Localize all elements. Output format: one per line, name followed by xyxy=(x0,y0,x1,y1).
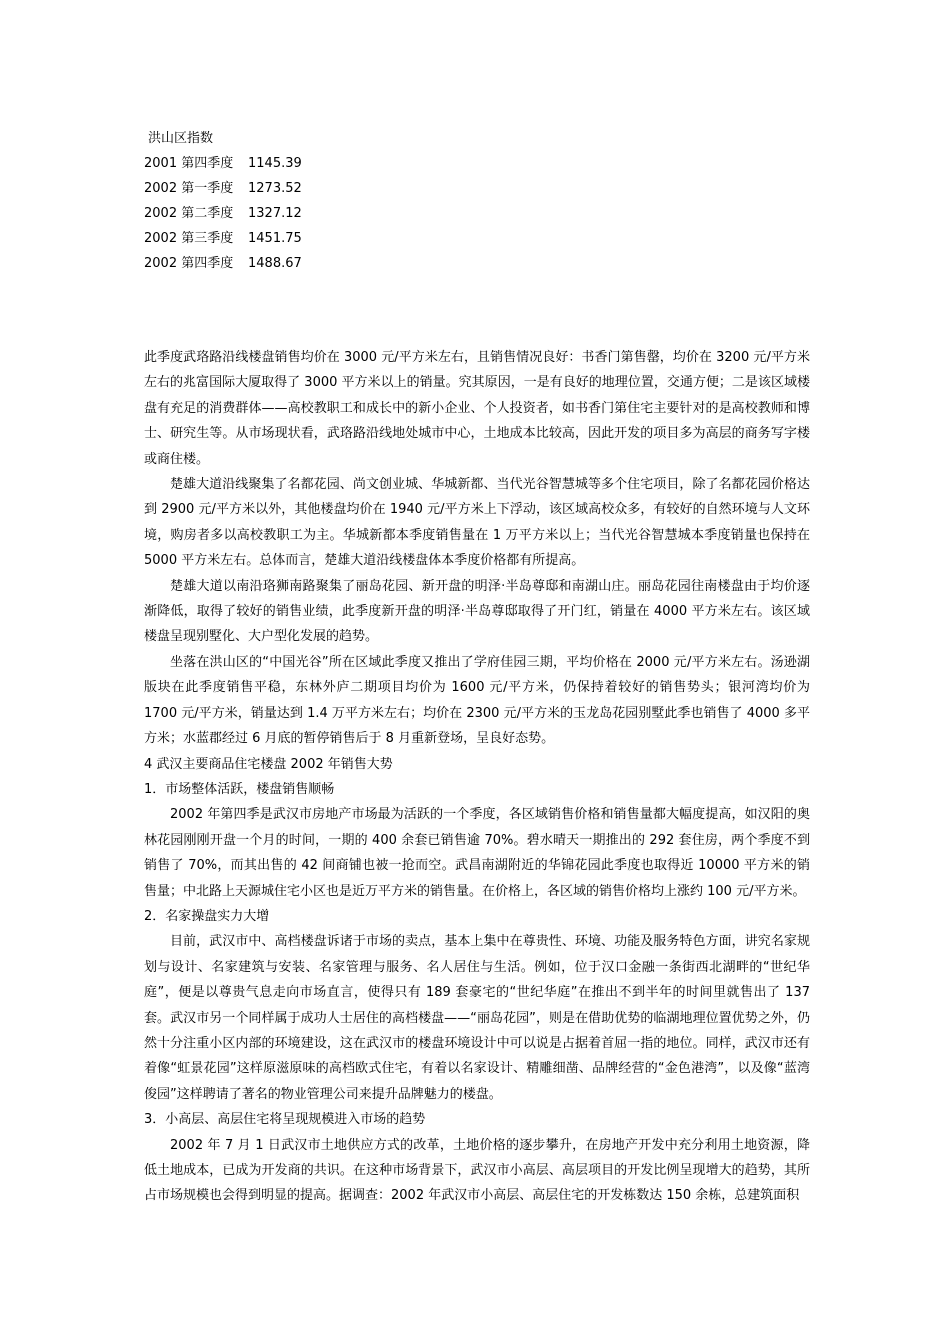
index-period: 2001 第四季度 xyxy=(144,156,234,171)
paragraph-optics-valley: 坐落在洪山区的“中国光谷”所在区域此季度又推出了学府佳园三期，平均价格在 2000 元/平方米左右。汤逊湖版块在此季度销售平稳，东林外庐二期项目均价为 1600 元/平方米，仍保持着较好的销售势头；银河湾均价为 1700 元/平方米，销量达到 1.4 万平方米左右；均价在 2300 元/平方米的玉龙岛花园别墅此季也销售了 4000 多平方米；水蓝郡经过 6 月底的暂停销售后于 8 月重新登场，呈良好态势。 xyxy=(144,654,810,747)
subheading-high-rise: 3．小高层、高层住宅将呈现规模进入市场的趋势 xyxy=(144,1112,426,1128)
body-text xyxy=(144,345,810,1209)
index-row xyxy=(144,251,302,276)
subheading-market-active: 1．市场整体活跃，楼盘销售顺畅 xyxy=(144,781,335,797)
index-value: 1145.39 xyxy=(248,156,302,171)
index-row xyxy=(144,201,302,226)
paragraph-q4-market: 2002 年第四季是武汉市房地产市场最为活跃的一个季度，各区域销售价格和销售量都大幅度提高，如汉阳的奥林花园刚刚开盘一个月的时间，一期的 400 余套已销售逾 70%。碧水晴天一期推出的 292 套住房，两个季度不到销售了 70%，而其出售的 42 间商铺也被一抢而空。武昌南湖附近的华锦花园此季度也取得近 10000 平方米的销售量；中北路上天源城住宅小区也是近万平方米的销售量。在价格上，各区域的销售价格均上涨约 100 元/平方米。 xyxy=(144,807,810,899)
index-period: 2002 第四季度 xyxy=(144,256,234,271)
paragraph-land-supply: 2002 年 7 月 1 日武汉市土地供应方式的改革，土地价格的逐步攀升，在房地产开发中充分利用土地资源，降低土地成本，已成为开发商的共识。在这种市场背景下，武汉市小高层、高层项目的开发比例呈现增大的趋势，其所占市场规模也会得到明显的提高。据调查：2002 年武汉市小高层、高层住宅的开发栋数达 150 余栋，总建筑面积 xyxy=(144,1137,810,1204)
index-value: 1273.52 xyxy=(248,181,302,196)
index-value: 1451.75 xyxy=(248,231,302,246)
index-period: 2002 第二季度 xyxy=(144,206,234,221)
index-row xyxy=(144,226,302,251)
paragraph-high-end-projects: 目前，武汉市中、高档楼盘诉诸于市场的卖点，基本上集中在尊贵性、环境、功能及服务特色方面，讲究名家规划与设计、名家建筑与安装、名家管理与服务、名人居住与生活。例如，位于汉口金融一条街西北湖畔的“世纪华庭”，便是以尊贵气息走向市场直言，使得只有 189 套豪宅的“世纪华庭”在推出不到半年的时间里就售出了 137 套。武汉市另一个同样属于成功人士居住的高档楼盘——“丽岛花园”，则是在借助优势的临湖地理位置优势之外，仍然十分注重小区内部的环境建设，这在武汉市的楼盘环境设计中可以说是占据着首屈一指的地位。同样，武汉市还有着像“虹景花园”这样原滋原味的高档欧式住宅，有着以名家设计、精雕细凿、品牌经营的“金色港湾”，以及像“蓝湾俊园”这样聘请了著名的物业管理公司来提升品牌魅力的楼盘。 xyxy=(144,934,810,1102)
paragraph-chuxiong-avenue: 楚雄大道沿线聚集了名都花园、尚文创业城、华城新都、当代光谷智慧城等多个住宅项目，除了名都花园价格达到 2900 元/平方米以外，其他楼盘均价在 1940 元/平方米上下浮动，该区域高校众多，有较好的自然环境与人文环境，购房者多以高校教职工为主。华城新都本季度销售量在 1 万平方米以上；当代光谷智慧城本季度销量也保持在 5000 平方米左右。总体而言，楚雄大道沿线楼盘体本季度价格都有所提高。 xyxy=(144,477,810,569)
index-row xyxy=(144,176,302,201)
paragraph-luoshi-south-road: 楚雄大道以南沿珞狮南路聚集了丽岛花园、新开盘的明泽·半岛尊邸和南湖山庄。丽岛花园往南楼盘由于均价逐渐降低，取得了较好的销售业绩，此季度新开盘的明泽·半岛尊邸取得了开门红，销量在 4000 平方米左右。该区域楼盘呈现别墅化、大户型化发展的趋势。 xyxy=(144,578,810,645)
index-period: 2002 第一季度 xyxy=(144,181,234,196)
index-value: 1327.12 xyxy=(248,206,302,221)
section-heading-4: 4 武汉主要商品住宅楼盘 2002 年销售大势 xyxy=(144,756,393,772)
paragraph-wuluo-road: 此季度武珞路沿线楼盘销售均价在 3000 元/平方米左右，且销售情况良好：书香门第售罄，均价在 3200 元/平方米左右的兆富国际大厦取得了 3000 平方米以上的销量。究其原因，一是有良好的地理位置，交通方便；二是该区域楼盘有充足的消费群体——高校教职工和成长中的新小企业、个人投资者，如书香门第住宅主要针对的是高校教师和博士、研究生等。从市场现状看，武珞路沿线地处城市中心，土地成本比较高，因此开发的项目多为高层的商务写字楼或商住楼。 xyxy=(144,350,810,467)
index-value: 1488.67 xyxy=(248,256,302,271)
index-table-title: 洪山区指数 xyxy=(148,131,214,146)
index-row xyxy=(144,151,302,176)
index-period: 2002 第三季度 xyxy=(144,231,234,246)
hongshan-index-table xyxy=(144,126,302,276)
subheading-famous-developers: 2．名家操盘实力大增 xyxy=(144,908,270,924)
